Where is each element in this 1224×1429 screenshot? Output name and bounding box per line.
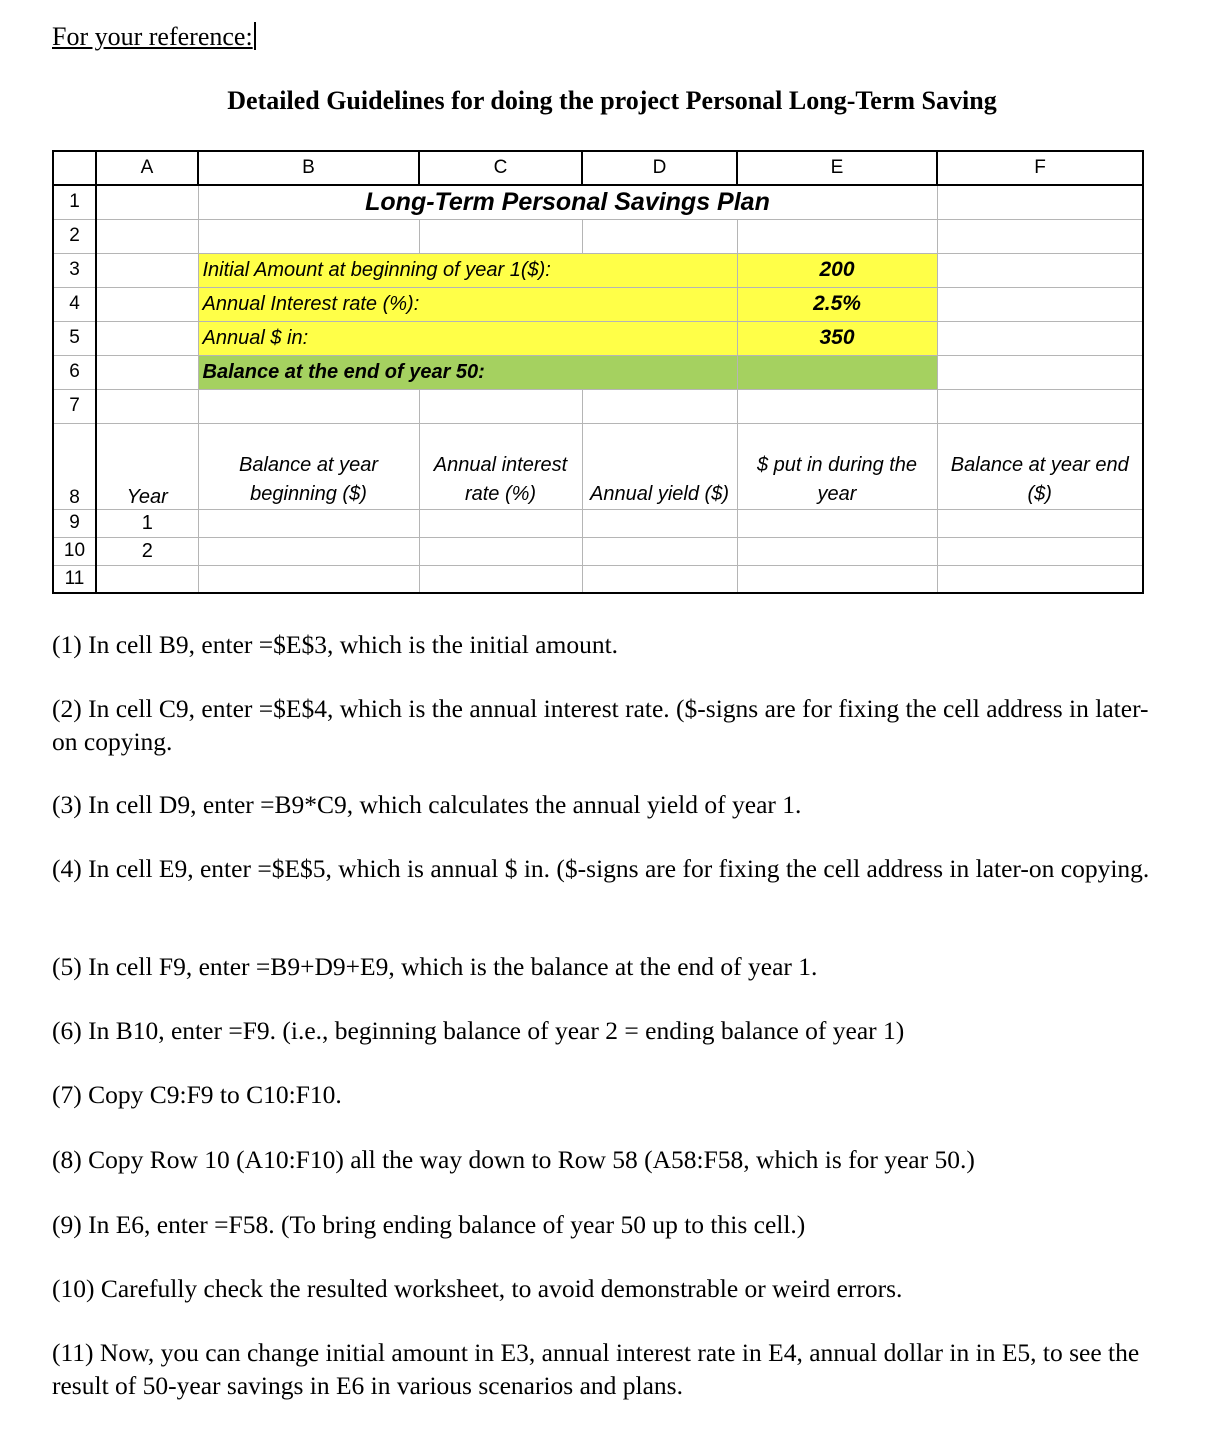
cell-a11[interactable] xyxy=(96,565,198,593)
cell-a3[interactable] xyxy=(96,253,198,287)
step-5: (5) In cell F9, enter =B9+D9+E9, which is the balance at the end of year 1. xyxy=(52,952,818,981)
header-year-cell[interactable]: Year xyxy=(96,423,198,509)
cell-b7[interactable] xyxy=(198,389,419,423)
spreadsheet xyxy=(52,150,1144,594)
row-header-8[interactable]: 8 xyxy=(53,423,96,509)
row-header-10[interactable]: 10 xyxy=(53,537,96,565)
column-header-b[interactable]: B xyxy=(198,151,419,185)
cell-f11[interactable] xyxy=(937,565,1143,593)
row-header-2[interactable]: 2 xyxy=(53,219,96,253)
cell-a2[interactable] xyxy=(96,219,198,253)
row-header-4[interactable]: 4 xyxy=(53,287,96,321)
cell-d10[interactable] xyxy=(582,537,737,565)
step-7: (7) Copy C9:F9 to C10:F10. xyxy=(52,1080,342,1109)
row-header-5[interactable]: 5 xyxy=(53,321,96,355)
cell-f2[interactable] xyxy=(937,219,1143,253)
column-header-f[interactable]: F xyxy=(937,151,1143,185)
column-header-a[interactable]: A xyxy=(96,151,198,185)
annual-in-value-cell[interactable]: 350 xyxy=(737,321,937,355)
cell-e9[interactable] xyxy=(737,509,937,537)
cell-f7[interactable] xyxy=(937,389,1143,423)
header-put-in-cell[interactable]: $ put in during the year xyxy=(737,423,937,509)
reference-label: For your reference: xyxy=(52,22,256,52)
column-header-d[interactable]: D xyxy=(582,151,737,185)
cell-b9[interactable] xyxy=(198,509,419,537)
cell-b11[interactable] xyxy=(198,565,419,593)
column-header-c[interactable]: C xyxy=(419,151,582,185)
header-interest-rate-cell[interactable]: Annual interest rate (%) xyxy=(419,423,582,509)
annual-in-label-cell[interactable]: Annual $ in: xyxy=(198,321,737,355)
cell-b10[interactable] xyxy=(198,537,419,565)
cell-d11[interactable] xyxy=(582,565,737,593)
row-header-7[interactable]: 7 xyxy=(53,389,96,423)
initial-amount-value-cell[interactable]: 200 xyxy=(737,253,937,287)
cell-f3[interactable] xyxy=(937,253,1143,287)
cell-c10[interactable] xyxy=(419,537,582,565)
cell-a5[interactable] xyxy=(96,321,198,355)
row-header-1[interactable]: 1 xyxy=(53,185,96,219)
row-header-3[interactable]: 3 xyxy=(53,253,96,287)
column-header-e[interactable]: E xyxy=(737,151,937,185)
step-8: (8) Copy Row 10 (A10:F10) all the way down to Row 58 (A58:F58, which is for year 50.) xyxy=(52,1145,975,1174)
year-cell[interactable]: 2 xyxy=(96,537,198,565)
corner-cell[interactable] xyxy=(53,151,96,185)
final-balance-label-cell[interactable]: Balance at the end of year 50: xyxy=(198,355,737,389)
header-balance-end-cell[interactable]: Balance at year end ($) xyxy=(937,423,1143,509)
cell-c11[interactable] xyxy=(419,565,582,593)
step-4: (4) In cell E9, enter =$E$5, which is annual $ in. ($-signs are for fixing the cell address in later-on copying. xyxy=(52,854,1150,883)
cell-a1[interactable] xyxy=(96,185,198,219)
interest-rate-value-cell[interactable]: 2.5% xyxy=(737,287,937,321)
cell-f1[interactable] xyxy=(937,185,1143,219)
step-11: (11) Now, you can change initial amount in E3, annual interest rate in E4, annual dollar in in E5, to see the result of 50-year savings in E6 in various scenarios and plans. xyxy=(52,1338,1140,1400)
cell-d9[interactable] xyxy=(582,509,737,537)
cell-f4[interactable] xyxy=(937,287,1143,321)
step-10: (10) Carefully check the resulted worksheet, to avoid demonstrable or weird errors. xyxy=(52,1274,903,1303)
cell-f9[interactable] xyxy=(937,509,1143,537)
cell-c2[interactable] xyxy=(419,219,582,253)
text-cursor xyxy=(254,22,256,50)
cell-a7[interactable] xyxy=(96,389,198,423)
cell-d7[interactable] xyxy=(582,389,737,423)
step-3: (3) In cell D9, enter =B9*C9, which calculates the annual yield of year 1. xyxy=(52,790,802,819)
year-cell[interactable]: 1 xyxy=(96,509,198,537)
cell-c9[interactable] xyxy=(419,509,582,537)
cell-c7[interactable] xyxy=(419,389,582,423)
interest-rate-label-cell[interactable]: Annual Interest rate (%): xyxy=(198,287,737,321)
row-header-11[interactable]: 11 xyxy=(53,565,96,593)
cell-a4[interactable] xyxy=(96,287,198,321)
row-header-9[interactable]: 9 xyxy=(53,509,96,537)
sheet-title-cell[interactable]: Long-Term Personal Savings Plan xyxy=(198,185,937,219)
cell-d2[interactable] xyxy=(582,219,737,253)
step-2: (2) In cell C9, enter =$E$4, which is the annual interest rate. ($-signs are for fixing the cell address in later-on copying. xyxy=(52,694,1149,756)
step-9: (9) In E6, enter =F58. (To bring ending balance of year 50 up to this cell.) xyxy=(52,1210,806,1239)
cell-e7[interactable] xyxy=(737,389,937,423)
cell-e11[interactable] xyxy=(737,565,937,593)
cell-a6[interactable] xyxy=(96,355,198,389)
header-balance-beginning-cell[interactable]: Balance at year beginning ($) xyxy=(198,423,419,509)
step-6: (6) In B10, enter =F9. (i.e., beginning balance of year 2 = ending balance of year 1) xyxy=(52,1016,905,1045)
cell-e2[interactable] xyxy=(737,219,937,253)
cell-f5[interactable] xyxy=(937,321,1143,355)
initial-amount-label-cell[interactable]: Initial Amount at beginning of year 1($): xyxy=(198,253,737,287)
document-title: Detailed Guidelines for doing the project Personal Long-Term Saving xyxy=(227,86,997,115)
header-annual-yield-cell[interactable]: Annual yield ($) xyxy=(582,423,737,509)
cell-b2[interactable] xyxy=(198,219,419,253)
row-header-6[interactable]: 6 xyxy=(53,355,96,389)
final-balance-value-cell[interactable] xyxy=(737,355,937,389)
cell-f6[interactable] xyxy=(937,355,1143,389)
step-1: (1) In cell B9, enter =$E$3, which is the initial amount. xyxy=(52,630,619,659)
cell-e10[interactable] xyxy=(737,537,937,565)
cell-f10[interactable] xyxy=(937,537,1143,565)
